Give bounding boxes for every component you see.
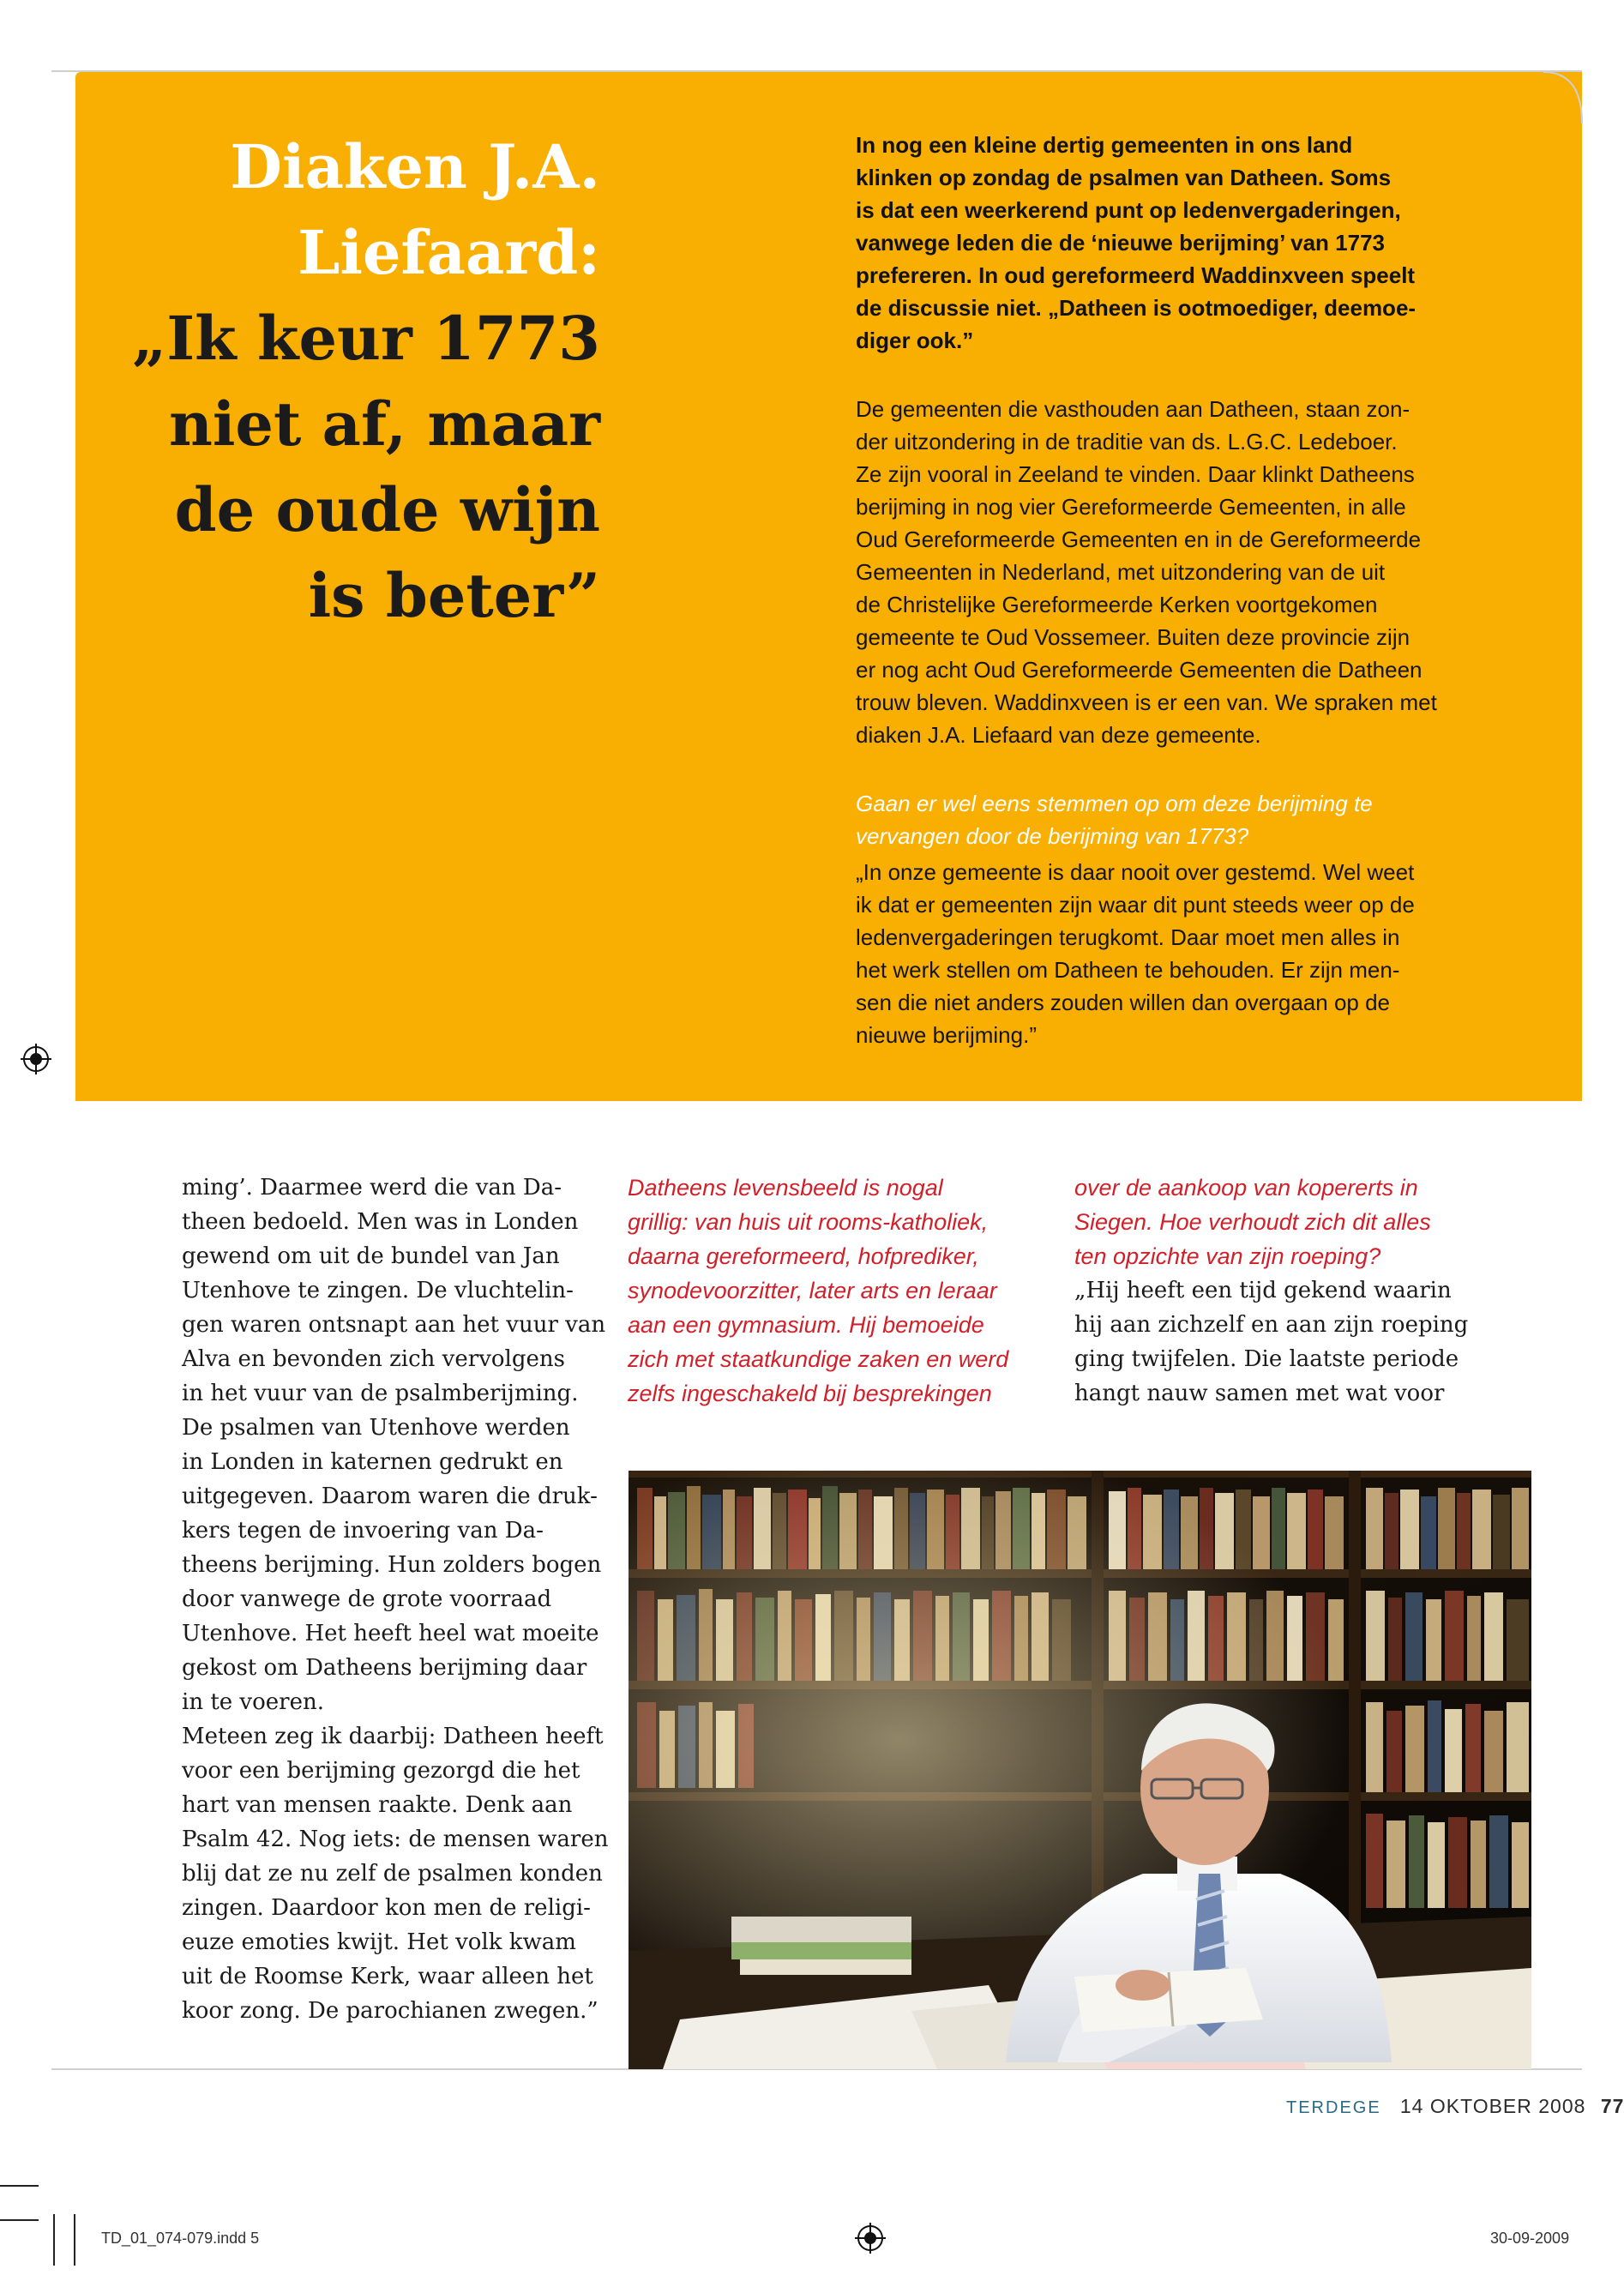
- body-line: in Londen in katernen gedrukt en: [182, 1449, 563, 1475]
- paragraph-line: er nog acht Oud Gereformeerde Gemeenten die Datheen: [856, 657, 1423, 683]
- intro-line: vanwege leden die de ‘nieuwe berijming’ van 1773: [856, 230, 1386, 256]
- body-line: euze emoties kwijt. Het volk kwam: [182, 1929, 576, 1955]
- paragraph-line: de Christelijke Gereformeerde Kerken voortgekomen: [856, 592, 1378, 617]
- question-line: ten opzichte van zijn roeping?: [1074, 1243, 1381, 1269]
- headline-name-line: Diaken J.A.: [230, 131, 600, 202]
- body-line: Utenhove. Het heeft heel wat moeite: [182, 1621, 599, 1646]
- answer-line: „In onze gemeente is daar nooit over gestemd. Wel weet: [856, 859, 1415, 885]
- body-line: Utenhove te zingen. De vluchtelin-: [182, 1278, 574, 1303]
- body-line: gewend om uit de bundel van Jan: [182, 1243, 560, 1269]
- paragraph-line: trouw bleven. Waddinxveen is er een van. We spraken met: [856, 689, 1437, 715]
- body-column-3: [1074, 1171, 1503, 1411]
- body-line: uit de Roomse Kerk, waar alleen het: [182, 1964, 593, 1989]
- slug-date: 30-09-2009: [1490, 2230, 1570, 2247]
- portrait-photo: [629, 1471, 1531, 2069]
- body-line: hangt nauw samen met wat voor: [1074, 1381, 1445, 1406]
- registration-mark-icon: [19, 1042, 53, 1076]
- body-line: De psalmen van Utenhove werden: [182, 1415, 570, 1441]
- body-line: theens berijming. Hun zolders bogen: [182, 1552, 602, 1578]
- headline-quote-line: niet af, maar: [168, 388, 600, 460]
- paragraph-line: berijming in nog vier Gereformeerde Gemeenten, in alle: [856, 494, 1406, 520]
- crop-mark: [74, 2214, 75, 2266]
- body-column-1: [182, 1171, 611, 2028]
- body-line: uitgegeven. Daarom waren die druk-: [182, 1484, 598, 1509]
- question-line: aan een gymnasium. Hij bemoeide: [628, 1312, 984, 1338]
- file-slug: TD_01_074-079.indd 5: [101, 2230, 260, 2247]
- body-line: voor een berijming gezorgd die het: [182, 1758, 580, 1784]
- body-line: door vanwege de grote voorraad: [182, 1586, 552, 1612]
- answer-line: sen die niet anders zouden willen dan overgaan op de: [856, 990, 1391, 1015]
- body-line: koor zong. De parochianen zwegen.”: [182, 1998, 598, 2024]
- answer-line: ledenvergaderingen terugkomt. Daar moet men alles in: [856, 924, 1400, 950]
- body-line: hart van mensen raakte. Denk aan: [182, 1792, 573, 1818]
- magazine-name: TERDEGE: [1286, 2098, 1381, 2117]
- body-line: gen waren ontsnapt aan het vuur van: [182, 1312, 606, 1338]
- paragraph-line: gemeente te Oud Vossemeer. Buiten deze provincie zijn: [856, 624, 1410, 650]
- question-line: zich met staatkundige zaken en werd: [628, 1346, 1009, 1372]
- interview-question: [856, 787, 1473, 852]
- intro-line: is dat een weerkerend punt op ledenvergaderingen,: [856, 197, 1401, 223]
- headline-name-line: Liefaard:: [298, 217, 600, 288]
- page-footer: [1286, 2095, 1624, 2118]
- paragraph-line: De gemeenten die vasthouden aan Datheen, staan zon-: [856, 396, 1410, 422]
- question-line: zelfs ingeschakeld bij besprekingen: [628, 1381, 992, 1406]
- question-line: synodevoorzitter, later arts en leraar: [628, 1278, 997, 1303]
- intro-line: In nog een kleine dertig gemeenten in ons land: [856, 132, 1353, 158]
- body-line: Psalm 42. Nog iets: de mensen waren: [182, 1827, 609, 1852]
- answer-line: nieuwe berijming.”: [856, 1022, 1037, 1048]
- crop-mark: [53, 2214, 55, 2266]
- question-line: Datheens levensbeeld is nogal: [628, 1175, 943, 1201]
- interview-answer: [856, 856, 1473, 1051]
- answer-line: ik dat er gemeenten zijn waar dit punt steeds weer op de: [856, 892, 1415, 918]
- question-line: Siegen. Hoe verhoudt zich dit alles: [1074, 1209, 1431, 1235]
- body-line: gekost om Datheens berijming daar: [182, 1655, 587, 1681]
- headline-quote-line: de oude wijn: [174, 474, 600, 545]
- body-line: zingen. Daardoor kon men de religi-: [182, 1895, 591, 1921]
- page-curl-top: [1543, 72, 1582, 123]
- intro-line: prefereren. In oud gereformeerd Waddinxveen speelt: [856, 262, 1416, 288]
- intro-paragraph: [856, 393, 1473, 751]
- question-line: Gaan er wel eens stemmen op om deze berijming te: [856, 791, 1373, 816]
- question-line: over de aankoop van kopererts in: [1074, 1175, 1418, 1201]
- intro-line: de discussie niet. „Datheen is ootmoediger, deemoe-: [856, 295, 1416, 321]
- question-line: daarna gereformeerd, hofprediker,: [628, 1243, 979, 1269]
- paragraph-line: der uitzondering in de traditie van ds. L.G.C. Ledeboer.: [856, 429, 1398, 454]
- body-line: ging twijfelen. Die laatste periode: [1074, 1346, 1459, 1372]
- body-line: Meteen zeg ik daarbij: Datheen heeft: [182, 1724, 604, 1749]
- body-line: „Hij heeft een tijd gekend waarin: [1074, 1278, 1452, 1303]
- paragraph-line: Oud Gereformeerde Gemeenten en in de Gereformeerde: [856, 527, 1422, 552]
- intro-line: klinken op zondag de psalmen van Datheen. Soms: [856, 165, 1392, 190]
- issue-date: 14 OKTOBER 2008: [1399, 2095, 1586, 2117]
- body-line: in te voeren.: [182, 1689, 324, 1715]
- crop-mark: [0, 2219, 39, 2221]
- question-line: vervangen door de berijming van 1773?: [856, 823, 1249, 849]
- headline-quote-line: is beter”: [308, 560, 600, 631]
- body-line: hij aan zichzelf en aan zijn roeping: [1074, 1312, 1469, 1338]
- crop-mark: [0, 2185, 39, 2187]
- paragraph-line: diaken J.A. Liefaard van deze gemeente.: [856, 722, 1261, 748]
- headline-quote-line: „Ik keur 1773: [132, 303, 600, 374]
- headline: [129, 124, 600, 639]
- body-line: blij dat ze nu zelf de psalmen konden: [182, 1861, 603, 1887]
- registration-mark-icon: [853, 2221, 887, 2255]
- answer-line: het werk stellen om Datheen te behouden. Er zijn men-: [856, 957, 1400, 983]
- page-number: 77: [1600, 2095, 1624, 2117]
- body-column-2-question: [628, 1171, 1052, 1411]
- body-line: ming’. Daarmee werd die van Da-: [182, 1175, 562, 1201]
- paragraph-line: Ze zijn vooral in Zeeland te vinden. Daar klinkt Datheens: [856, 461, 1415, 487]
- question-line: grillig: van huis uit rooms-katholiek,: [628, 1209, 989, 1235]
- body-line: in het vuur van de psalmberijming.: [182, 1381, 579, 1406]
- body-line: kers tegen de invoering van Da-: [182, 1518, 544, 1544]
- paragraph-line: Gemeenten in Nederland, met uitzondering van de uit: [856, 559, 1386, 585]
- intro-line: diger ook.”: [856, 328, 974, 353]
- body-line: Alva en bevonden zich vervolgens: [182, 1346, 565, 1372]
- body-line: theen bedoeld. Men was in Londen: [182, 1209, 579, 1235]
- intro-lead: [856, 129, 1473, 357]
